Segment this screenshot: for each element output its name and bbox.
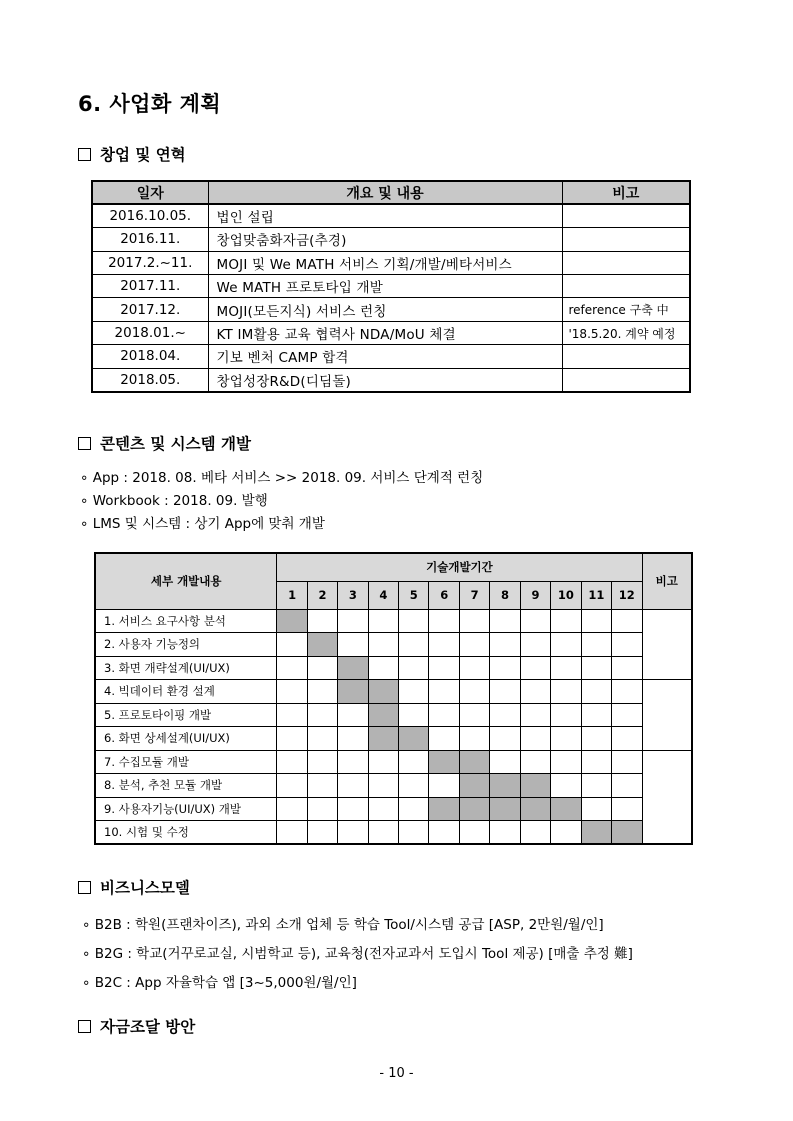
gantt-cell (277, 633, 307, 657)
gantt-cell-filled (459, 750, 489, 774)
gantt-cell (399, 774, 429, 798)
gantt-cell (429, 821, 459, 845)
history-date: 2016.10.05. (92, 204, 208, 227)
gantt-month-header: 10 (551, 581, 581, 609)
gantt-cell (581, 680, 611, 704)
gantt-cell (612, 609, 642, 633)
gantt-cell-filled (612, 821, 642, 845)
history-note (562, 228, 690, 251)
gantt-cell (429, 680, 459, 704)
biz-bullets (82, 913, 633, 1000)
gantt-cell (459, 633, 489, 657)
gantt-cell (429, 703, 459, 727)
history-header-content: 개요 및 내용 (208, 181, 562, 204)
history-note (562, 275, 690, 298)
history-note: '18.5.20. 계약 예정 (562, 321, 690, 344)
gantt-cell (399, 609, 429, 633)
history-content: MOJI 및 We MATH 서비스 기획/개발/베타서비스 (208, 251, 562, 274)
history-content: 창업성장R&D(디딤돌) (208, 368, 562, 391)
history-content: 창업맞춤화자금(추경) (208, 228, 562, 251)
gantt-cell (368, 633, 398, 657)
gantt-note-cell (642, 680, 692, 751)
gantt-cell (459, 727, 489, 751)
gantt-month-header: 1 (277, 581, 307, 609)
gantt-cell (307, 609, 337, 633)
gantt-cell (551, 680, 581, 704)
gantt-cell (459, 821, 489, 845)
content-bullet: ∘ Workbook : 2018. 09. 발행 (80, 493, 268, 509)
gantt-cell (520, 727, 550, 751)
gantt-cell (368, 656, 398, 680)
gantt-month-header: 12 (612, 581, 642, 609)
gantt-cell (429, 727, 459, 751)
gantt-cell (551, 633, 581, 657)
gantt-row (95, 656, 692, 680)
gantt-cell-filled (307, 633, 337, 657)
page-number: - 10 - (379, 1066, 414, 1081)
gantt-cell (399, 750, 429, 774)
gantt-cell (581, 656, 611, 680)
gantt-cell (581, 750, 611, 774)
gantt-cell-filled (520, 774, 550, 798)
gantt-cell (277, 750, 307, 774)
gantt-cell (399, 680, 429, 704)
gantt-header-note: 비고 (642, 553, 692, 609)
gantt-cell (399, 703, 429, 727)
gantt-cell (277, 680, 307, 704)
gantt-cell (612, 750, 642, 774)
gantt-cell (338, 609, 368, 633)
gantt-cell (277, 703, 307, 727)
gantt-task-label: 3. 화면 개략설계(UI/UX) (95, 656, 277, 680)
gantt-row (95, 774, 692, 798)
history-content: 기보 벤처 CAMP 합격 (208, 345, 562, 368)
gantt-cell (520, 703, 550, 727)
gantt-task-label: 7. 수집모듈 개발 (95, 750, 277, 774)
gantt-cell (520, 821, 550, 845)
heading-content (78, 432, 251, 454)
gantt-cell (277, 821, 307, 845)
gantt-month-header: 2 (307, 581, 337, 609)
gantt-cell (551, 609, 581, 633)
content-bullets (80, 466, 483, 535)
gantt-cell (520, 656, 550, 680)
gantt-table (94, 552, 693, 845)
checkbox-square-icon (78, 881, 91, 894)
gantt-task-label: 9. 사용자기능(UI/UX) 개발 (95, 797, 277, 821)
history-content: 법인 설립 (208, 204, 562, 227)
gantt-row (95, 633, 692, 657)
gantt-cell-filled (581, 821, 611, 845)
gantt-cell (307, 774, 337, 798)
gantt-cell-filled (399, 727, 429, 751)
history-note (562, 345, 690, 368)
gantt-cell (277, 727, 307, 751)
gantt-cell (307, 797, 337, 821)
gantt-cell-filled (429, 797, 459, 821)
gantt-row (95, 750, 692, 774)
gantt-cell (612, 680, 642, 704)
history-row (92, 345, 690, 368)
gantt-cell (307, 750, 337, 774)
gantt-task-label: 4. 빅데이터 환경 설계 (95, 680, 277, 704)
gantt-row (95, 680, 692, 704)
history-note: reference 구축 中 (562, 298, 690, 321)
checkbox-square-icon (78, 437, 91, 450)
history-content: MOJI(모든지식) 서비스 런칭 (208, 298, 562, 321)
history-row (92, 321, 690, 344)
history-date: 2017.2.~11. (92, 251, 208, 274)
gantt-cell-filled (459, 797, 489, 821)
gantt-cell-filled (459, 774, 489, 798)
gantt-month-header: 9 (520, 581, 550, 609)
checkbox-square-icon (78, 148, 91, 161)
gantt-cell (612, 774, 642, 798)
gantt-cell (399, 821, 429, 845)
gantt-cell-filled (520, 797, 550, 821)
gantt-cell-filled (490, 797, 520, 821)
history-row (92, 298, 690, 321)
heading-funding-text: 자금조달 방안 (100, 1018, 196, 1036)
heading-biz (78, 876, 190, 898)
gantt-cell-filled (368, 727, 398, 751)
history-date: 2017.11. (92, 275, 208, 298)
gantt-cell (338, 750, 368, 774)
gantt-cell (520, 750, 550, 774)
gantt-cell (307, 727, 337, 751)
gantt-cell (368, 609, 398, 633)
gantt-cell (459, 680, 489, 704)
gantt-cell (490, 680, 520, 704)
gantt-cell (551, 821, 581, 845)
gantt-month-header: 7 (459, 581, 489, 609)
gantt-cell (429, 656, 459, 680)
gantt-cell (490, 821, 520, 845)
history-content: We MATH 프로토타입 개발 (208, 275, 562, 298)
gantt-cell-filled (338, 656, 368, 680)
heading-history (78, 143, 186, 165)
history-row (92, 228, 690, 251)
history-date: 2016.11. (92, 228, 208, 251)
gantt-note-cell (642, 609, 692, 680)
checkbox-square-icon (78, 1020, 91, 1033)
gantt-cell (581, 633, 611, 657)
history-date: 2018.04. (92, 345, 208, 368)
history-header-note: 비고 (562, 181, 690, 204)
gantt-cell (307, 703, 337, 727)
history-note (562, 204, 690, 227)
gantt-cell (612, 797, 642, 821)
gantt-cell (520, 633, 550, 657)
gantt-cell (551, 774, 581, 798)
gantt-cell (551, 656, 581, 680)
gantt-task-label: 8. 분석, 추천 모듈 개발 (95, 774, 277, 798)
history-note (562, 251, 690, 274)
gantt-cell (429, 633, 459, 657)
gantt-cell (368, 774, 398, 798)
gantt-month-header: 4 (368, 581, 398, 609)
gantt-cell (612, 656, 642, 680)
gantt-cell (459, 703, 489, 727)
gantt-header-task: 세부 개발내용 (95, 553, 277, 609)
gantt-cell (338, 821, 368, 845)
history-date: 2018.05. (92, 368, 208, 391)
gantt-row (95, 727, 692, 751)
gantt-cell (307, 821, 337, 845)
gantt-cell (612, 703, 642, 727)
gantt-cell (612, 633, 642, 657)
gantt-cell (459, 609, 489, 633)
heading-biz-text: 비즈니스모델 (100, 879, 190, 897)
gantt-task-label: 2. 사용자 기능정의 (95, 633, 277, 657)
gantt-row (95, 703, 692, 727)
gantt-cell (338, 727, 368, 751)
gantt-task-label: 10. 시험 및 수정 (95, 821, 277, 845)
gantt-cell (612, 727, 642, 751)
gantt-cell (581, 609, 611, 633)
gantt-cell (581, 703, 611, 727)
gantt-cell (307, 656, 337, 680)
gantt-cell (277, 797, 307, 821)
gantt-cell (338, 633, 368, 657)
gantt-cell (399, 633, 429, 657)
gantt-cell (307, 680, 337, 704)
gantt-cell (338, 703, 368, 727)
heading-history-text: 창업 및 연혁 (100, 146, 186, 164)
history-date: 2017.12. (92, 298, 208, 321)
gantt-cell (368, 797, 398, 821)
gantt-cell (459, 656, 489, 680)
gantt-cell (581, 727, 611, 751)
gantt-cell-filled (368, 680, 398, 704)
content-bullet: ∘ App : 2018. 08. 베타 서비스 >> 2018. 09. 서비스 단계적 런칭 (80, 470, 484, 486)
gantt-cell (490, 609, 520, 633)
history-date: 2018.01.~ (92, 321, 208, 344)
gantt-cell (490, 727, 520, 751)
gantt-row (95, 821, 692, 845)
section-title: 6. 사업화 계획 (78, 92, 222, 116)
gantt-month-header: 11 (581, 581, 611, 609)
history-row (92, 251, 690, 274)
gantt-cell (368, 821, 398, 845)
gantt-cell (338, 774, 368, 798)
gantt-cell-filled (551, 797, 581, 821)
gantt-cell (399, 656, 429, 680)
gantt-cell (490, 703, 520, 727)
history-header-date: 일자 (92, 181, 208, 204)
gantt-cell (399, 797, 429, 821)
gantt-month-header: 3 (338, 581, 368, 609)
gantt-cell (490, 750, 520, 774)
history-row (92, 204, 690, 227)
gantt-cell (338, 797, 368, 821)
gantt-month-header: 5 (399, 581, 429, 609)
gantt-cell (581, 797, 611, 821)
gantt-task-label: 6. 화면 상세설계(UI/UX) (95, 727, 277, 751)
history-note (562, 368, 690, 391)
gantt-cell (490, 656, 520, 680)
biz-bullet: ∘ B2C : App 자율학습 앱 [3~5,000원/월/인] (82, 975, 357, 991)
gantt-row (95, 609, 692, 633)
gantt-cell-filled (277, 609, 307, 633)
gantt-header-period: 기술개발기간 (277, 553, 642, 581)
biz-bullet: ∘ B2B : 학원(프랜차이즈), 과외 소개 업체 등 학습 Tool/시스템 공급 [ASP, 2만원/월/인] (82, 917, 604, 933)
gantt-cell-filled (338, 680, 368, 704)
gantt-cell (429, 609, 459, 633)
gantt-cell (520, 609, 550, 633)
biz-bullet: ∘ B2G : 학교(거꾸로교실, 시범학교 등), 교육청(전자교과서 도입시 Tool 제공) [매출 추정 難] (82, 946, 633, 962)
gantt-task-label: 1. 서비스 요구사항 분석 (95, 609, 277, 633)
gantt-cell (429, 774, 459, 798)
gantt-note-cell (642, 750, 692, 844)
gantt-month-header: 8 (490, 581, 520, 609)
history-table (91, 180, 691, 393)
gantt-cell (581, 774, 611, 798)
gantt-cell (277, 656, 307, 680)
gantt-cell (551, 750, 581, 774)
gantt-cell (490, 633, 520, 657)
gantt-cell (368, 750, 398, 774)
history-row (92, 275, 690, 298)
gantt-cell (520, 680, 550, 704)
heading-content-text: 콘텐츠 및 시스템 개발 (100, 435, 251, 453)
gantt-cell (551, 703, 581, 727)
gantt-row (95, 797, 692, 821)
content-bullet: ∘ LMS 및 시스템 : 상기 App에 맞춰 개발 (80, 516, 325, 532)
gantt-cell-filled (429, 750, 459, 774)
gantt-task-label: 5. 프로토타이핑 개발 (95, 703, 277, 727)
gantt-cell (551, 727, 581, 751)
gantt-cell-filled (490, 774, 520, 798)
gantt-cell-filled (368, 703, 398, 727)
gantt-cell (277, 774, 307, 798)
gantt-month-header: 6 (429, 581, 459, 609)
history-content: KT IM활용 교육 협력사 NDA/MoU 체결 (208, 321, 562, 344)
history-row (92, 368, 690, 391)
heading-funding (78, 1015, 195, 1037)
